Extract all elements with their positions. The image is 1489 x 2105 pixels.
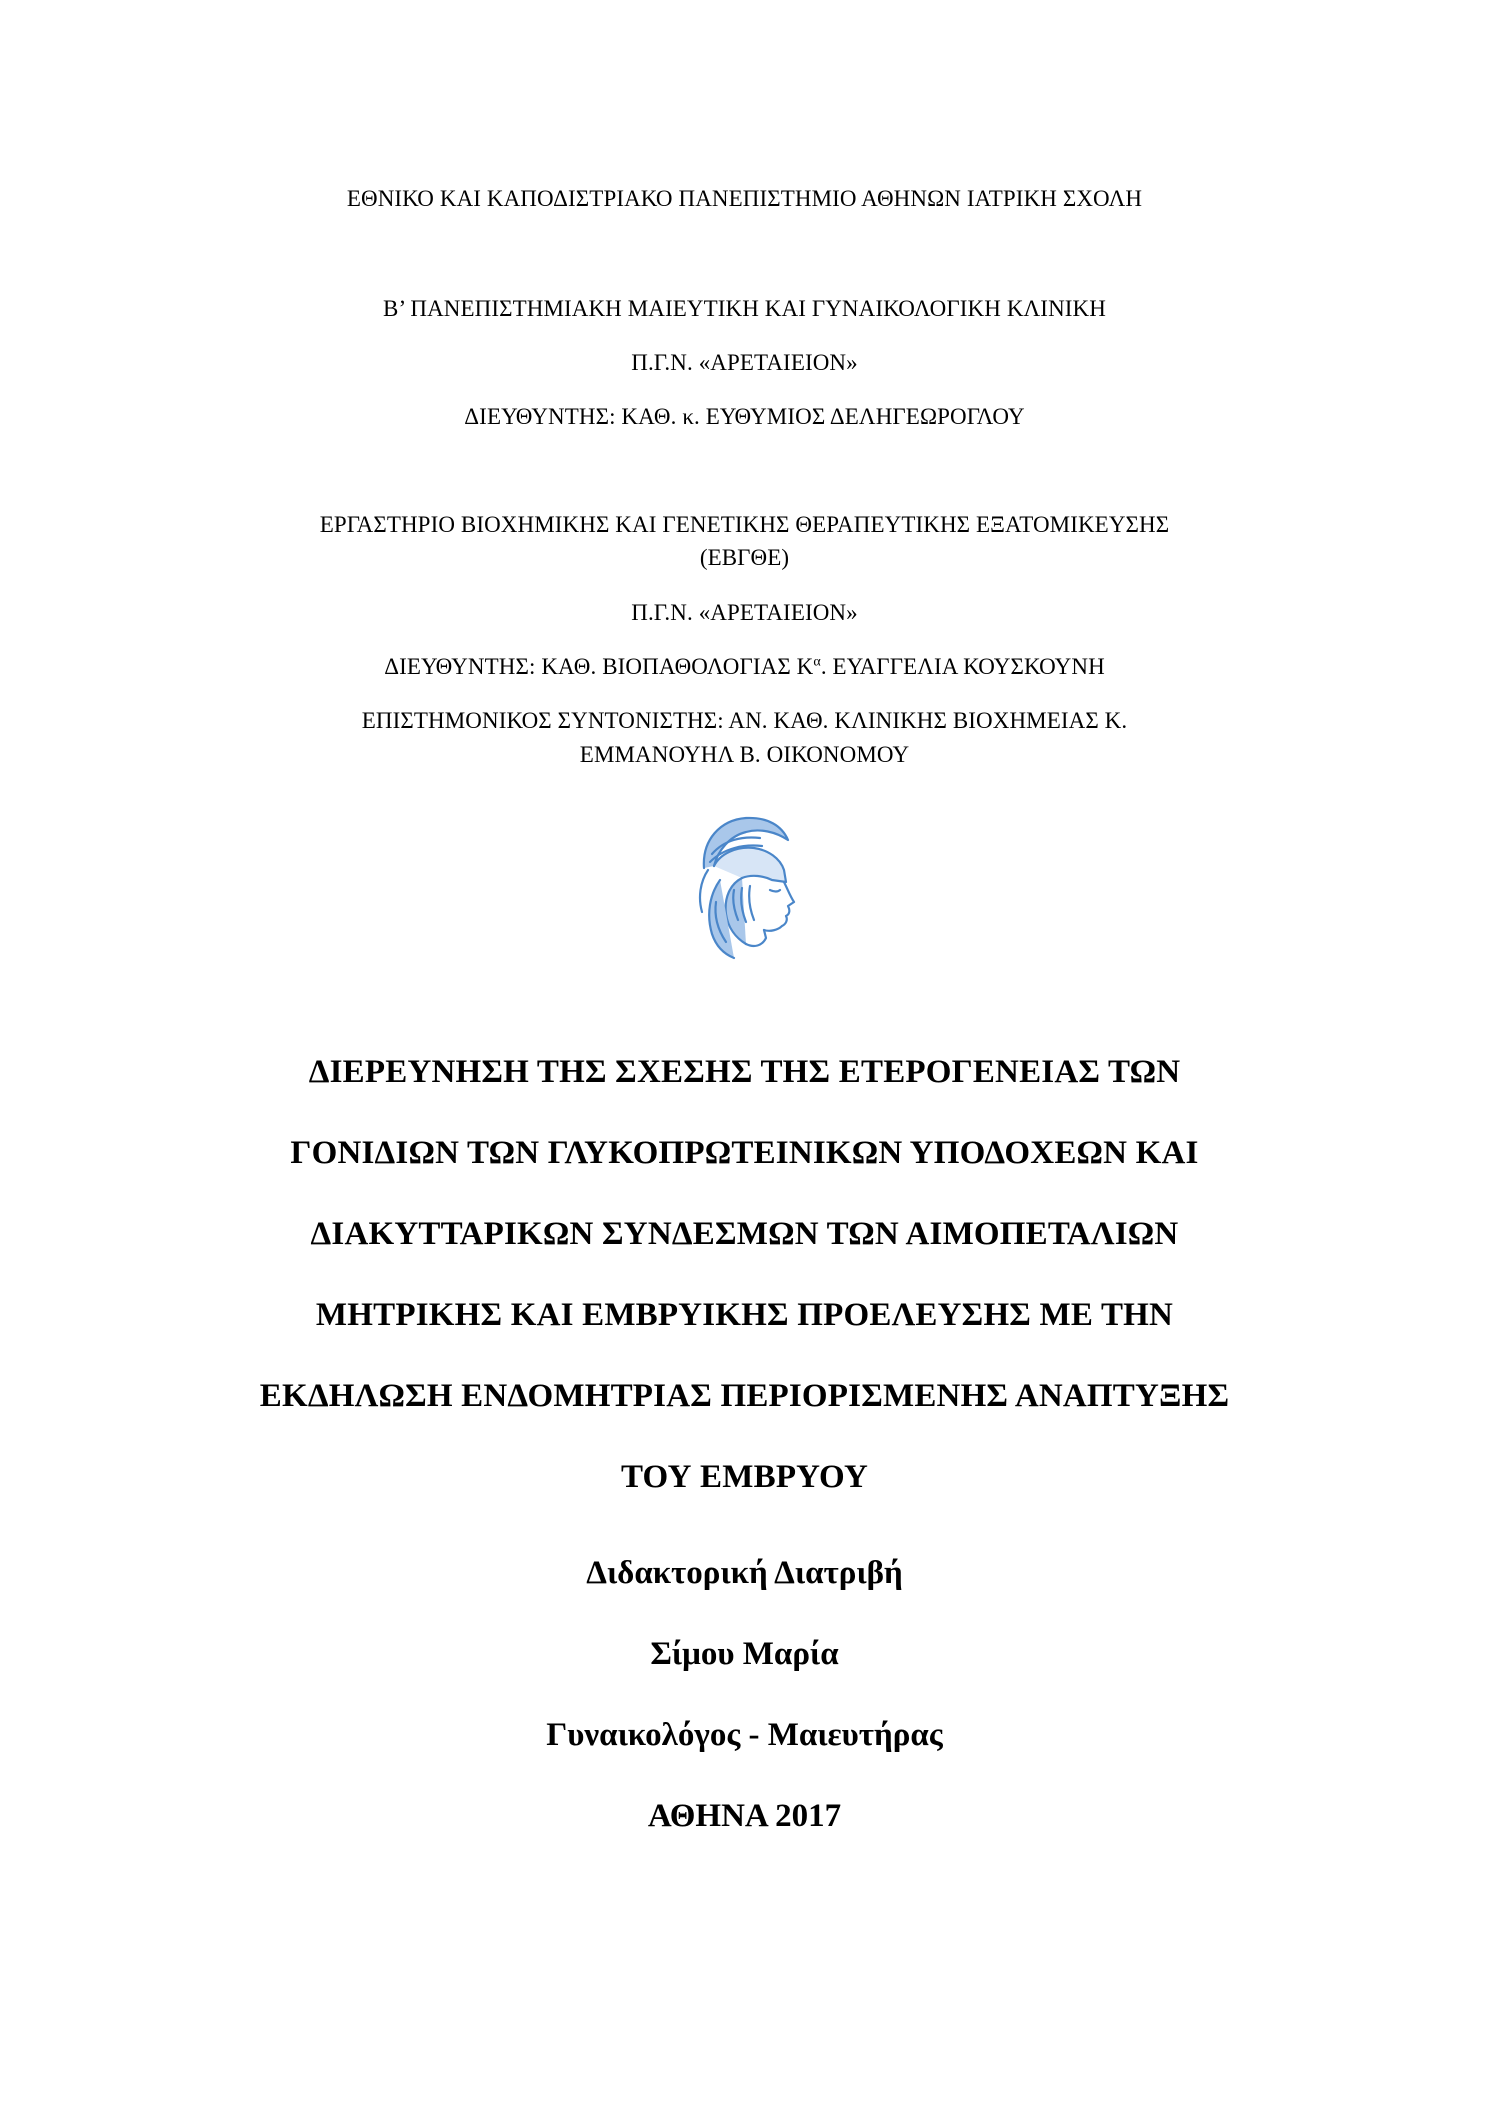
coordinator-line-1: ΕΠΙΣΤΗΜΟΝΙΚΟΣ ΣΥΝΤΟΝΙΣΤΗΣ: ΑΝ. ΚΑΘ. ΚΛΙΝΙΚΗΣ ΒΙΟΧΗΜΕΙΑΣ Κ. <box>361 708 1128 733</box>
coordinator-line-2: ΕΜΜΑΝΟΥΗΛ Β. ΟΙΚΟΝΟΜΟΥ <box>579 742 910 767</box>
thesis-title-line-6: ΤΟΥ ΕΜΒΡΥΟΥ <box>620 1459 869 1495</box>
thesis-title-line-2: ΓΟΝΙΔΙΩΝ ΤΩΝ ΓΛΥΚΟΠΡΩΤΕΙΝΙΚΩΝ ΥΠΟΔΟΧΕΩΝ ΚΑΙ <box>290 1135 1199 1171</box>
lab-name-line-2: (ΕΒΓΘΕ) <box>699 545 790 570</box>
lab-hospital-name: Π.Γ.Ν. «ΑΡΕΤΑΙΕΙΟΝ» <box>631 600 858 625</box>
lab-name-line-1: ΕΡΓΑΣΤΗΡΙΟ ΒΙΟΧΗΜΙΚΗΣ ΚΑΙ ΓΕΝΕΤΙΚΗΣ ΘΕΡΑΠΕΥΤΙΚΗΣ ΕΞΑΤΟΜΙΚΕΥΣΗΣ <box>319 512 1170 537</box>
clinic-director: ΔΙΕΥΘΥΝΤΗΣ: ΚΑΘ. κ. ΕΥΘΥΜΙΟΣ ΔΕΛΗΓΕΩΡΟΓΛΟΥ <box>464 404 1025 429</box>
lab-director <box>0 654 1489 680</box>
thesis-title-line-4: ΜΗΤΡΙΚΗΣ ΚΑΙ ΕΜΒΡΥΙΚΗΣ ΠΡΟΕΛΕΥΣΗΣ ΜΕ ΤΗΝ <box>315 1297 1174 1333</box>
lab-director-sup: α <box>813 654 821 670</box>
place-and-year: ΑΘΗΝΑ 2017 <box>647 1798 842 1834</box>
document-type: Διδακτορική Διατριβή <box>586 1555 903 1591</box>
clinic-name: Β’ ΠΑΝΕΠΙΣΤΗΜΙΑΚΗ ΜΑΙΕΥΤΙΚΗ ΚΑΙ ΓΥΝΑΙΚΟΛΟΓΙΚΗ ΚΛΙΝΙΚΗ <box>383 296 1106 321</box>
author-profession: Γυναικολόγος - Μαιευτήρας <box>546 1717 943 1753</box>
lab-director-suffix: . ΕΥΑΓΓΕΛΙΑ ΚΟΥΣΚΟΥΝΗ <box>820 654 1105 679</box>
university-name: ΕΘΝΙΚΟ ΚΑΙ ΚΑΠΟΔΙΣΤΡΙΑΚΟ ΠΑΝΕΠΙΣΤΗΜΙΟ ΑΘΗΝΩΝ ΙΑΤΡΙΚΗ ΣΧΟΛΗ <box>346 186 1143 211</box>
thesis-title-line-3: ΔΙΑΚΥΤΤΑΡΙΚΩΝ ΣΥΝΔΕΣΜΩΝ ΤΩΝ ΑΙΜΟΠΕΤΑΛΙΩΝ <box>310 1216 1179 1252</box>
hospital-name: Π.Γ.Ν. «ΑΡΕΤΑΙΕΙΟΝ» <box>631 350 858 375</box>
author-name: Σίμου Μαρία <box>650 1636 839 1672</box>
athena-head-emblem-icon <box>690 810 802 962</box>
thesis-title-line-5: ΕΚΔΗΛΩΣΗ ΕΝΔΟΜΗΤΡΙΑΣ ΠΕΡΙΟΡΙΣΜΕΝΗΣ ΑΝΑΠΤΥΞΗΣ <box>259 1378 1230 1414</box>
thesis-title-line-1: ΔΙΕΡΕΥΝΗΣΗ ΤΗΣ ΣΧΕΣΗΣ ΤΗΣ ΕΤΕΡΟΓΕΝΕΙΑΣ ΤΩΝ <box>308 1054 1181 1090</box>
lab-director-prefix: ΔΙΕΥΘΥΝΤΗΣ: ΚΑΘ. ΒΙΟΠΑΘΟΛΟΓΙΑΣ Κ <box>384 654 814 679</box>
